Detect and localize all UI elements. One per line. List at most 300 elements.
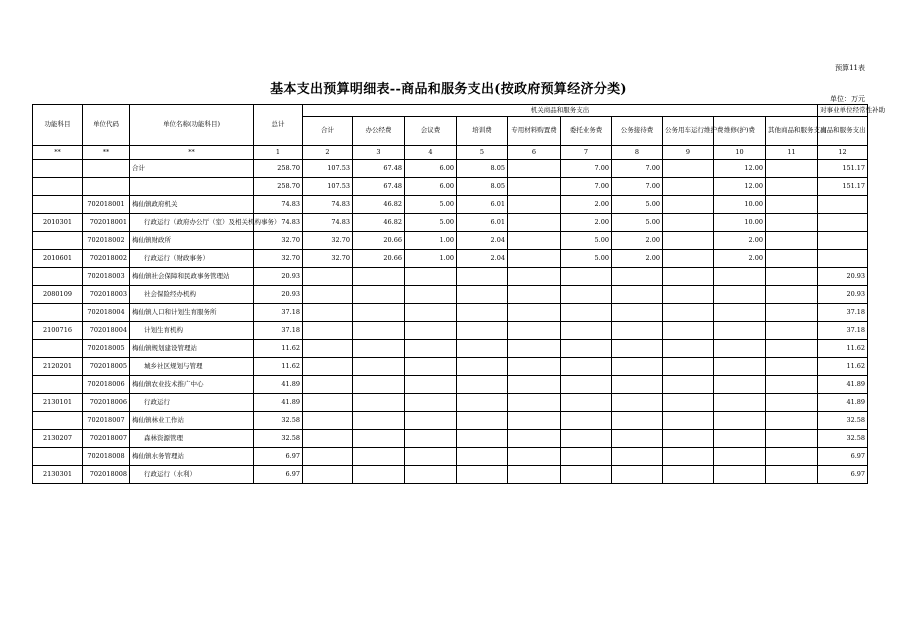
func-subject-cell: 2010301 <box>33 214 83 232</box>
value-cell <box>663 430 714 448</box>
unit-code-cell: 702018005 <box>83 358 130 376</box>
value-cell: 20.93 <box>818 268 868 286</box>
total-cell: 6.97 <box>254 466 303 484</box>
unit-label: 单位：万元 <box>830 95 865 103</box>
value-cell <box>766 214 818 232</box>
value-cell <box>508 304 561 322</box>
table-row <box>33 232 868 250</box>
unit-name-cell: 梅仙镇财政所 <box>130 232 254 250</box>
unit-name-cell: 梅仙镇社会保障和民政事务管理站 <box>130 268 254 286</box>
value-cell <box>714 358 766 376</box>
unit-name-cell: 行政运行 <box>130 394 254 412</box>
value-cell: 2.00 <box>714 250 766 268</box>
value-cell: 2.00 <box>561 214 612 232</box>
value-cell: 11.62 <box>818 340 868 358</box>
value-cell <box>303 322 353 340</box>
unit-code-cell: 702018003 <box>83 268 130 286</box>
table-row <box>33 340 868 358</box>
value-cell <box>766 376 818 394</box>
value-cell: 20.93 <box>818 286 868 304</box>
unit-name-cell: 梅仙镇林业工作站 <box>130 412 254 430</box>
budget-table <box>32 104 886 484</box>
total-cell: 20.93 <box>254 286 303 304</box>
header-mark: ** <box>130 146 254 160</box>
header-col-label: 专用材料购置费 <box>508 117 561 146</box>
unit-code-cell: 702018006 <box>83 376 130 394</box>
value-cell: 5.00 <box>612 214 663 232</box>
value-cell <box>508 268 561 286</box>
value-cell <box>663 340 714 358</box>
total-cell: 258.70 <box>254 178 303 196</box>
unit-name-cell: 梅仙镇规划建设管理站 <box>130 340 254 358</box>
value-cell <box>353 304 405 322</box>
value-cell <box>766 394 818 412</box>
value-cell: 151.17 <box>818 160 868 178</box>
value-cell <box>561 430 612 448</box>
table-row <box>33 394 868 412</box>
value-cell <box>663 412 714 430</box>
value-cell <box>353 286 405 304</box>
value-cell <box>714 322 766 340</box>
value-cell <box>561 322 612 340</box>
value-cell <box>714 394 766 412</box>
total-cell: 6.97 <box>254 448 303 466</box>
header-mark: ** <box>83 146 130 160</box>
value-cell: 5.00 <box>405 214 457 232</box>
table-row <box>33 448 868 466</box>
value-cell: 8.05 <box>457 178 508 196</box>
total-cell: 41.89 <box>254 394 303 412</box>
value-cell <box>663 160 714 178</box>
unit-name-cell: 梅仙镇人口和计划生育服务所 <box>130 304 254 322</box>
value-cell <box>766 232 818 250</box>
value-cell <box>612 394 663 412</box>
value-cell <box>561 394 612 412</box>
table-row <box>33 430 868 448</box>
table-row <box>33 304 868 322</box>
value-cell: 5.00 <box>561 250 612 268</box>
value-cell <box>561 448 612 466</box>
value-cell: 2.00 <box>612 232 663 250</box>
func-subject-cell: 2130207 <box>33 430 83 448</box>
value-cell <box>766 358 818 376</box>
header-group-main: 机关商品和服务支出 <box>303 105 818 117</box>
value-cell <box>405 412 457 430</box>
value-cell <box>612 286 663 304</box>
value-cell <box>766 286 818 304</box>
total-cell: 41.89 <box>254 376 303 394</box>
unit-code-cell: 702018001 <box>83 214 130 232</box>
table-row <box>33 376 868 394</box>
value-cell: 6.01 <box>457 214 508 232</box>
unit-code-cell: 702018007 <box>83 430 130 448</box>
value-cell <box>405 304 457 322</box>
value-cell <box>303 304 353 322</box>
value-cell: 5.00 <box>612 196 663 214</box>
value-cell <box>663 466 714 484</box>
table-row <box>33 286 868 304</box>
func-subject-cell <box>33 178 83 196</box>
value-cell <box>663 394 714 412</box>
value-cell <box>457 322 508 340</box>
value-cell <box>353 412 405 430</box>
value-cell <box>663 286 714 304</box>
unit-name-cell: 城乡社区规划与管理 <box>130 358 254 376</box>
unit-code-cell: 702018003 <box>83 286 130 304</box>
table-row <box>33 178 868 196</box>
unit-code-cell: 702018008 <box>83 448 130 466</box>
table-row <box>33 358 868 376</box>
unit-code-cell: 702018001 <box>83 196 130 214</box>
value-cell <box>714 430 766 448</box>
header-col-label: 公务用车运行维护费 <box>663 117 714 146</box>
value-cell: 7.00 <box>612 178 663 196</box>
value-cell: 6.97 <box>818 448 868 466</box>
value-cell <box>766 178 818 196</box>
unit-code-cell: 702018002 <box>83 250 130 268</box>
value-cell: 10.00 <box>714 196 766 214</box>
value-cell <box>561 358 612 376</box>
func-subject-cell <box>33 268 83 286</box>
value-cell: 7.00 <box>561 178 612 196</box>
value-cell <box>818 250 868 268</box>
header-col-number: 6 <box>508 146 561 160</box>
unit-name-cell: 梅仙镇农业技术推广中心 <box>130 376 254 394</box>
value-cell: 41.89 <box>818 376 868 394</box>
header-col-label: 公务接待费 <box>612 117 663 146</box>
value-cell: 41.89 <box>818 394 868 412</box>
value-cell <box>405 466 457 484</box>
value-cell <box>766 340 818 358</box>
value-cell: 151.17 <box>818 178 868 196</box>
value-cell <box>508 196 561 214</box>
value-cell: 32.70 <box>303 232 353 250</box>
value-cell: 6.00 <box>405 160 457 178</box>
total-cell: 258.70 <box>254 160 303 178</box>
value-cell <box>508 160 561 178</box>
value-cell <box>714 466 766 484</box>
value-cell: 67.48 <box>353 160 405 178</box>
value-cell <box>561 286 612 304</box>
value-cell <box>766 160 818 178</box>
total-cell: 32.70 <box>254 232 303 250</box>
value-cell <box>714 286 766 304</box>
value-cell <box>508 322 561 340</box>
value-cell <box>405 448 457 466</box>
value-cell <box>561 376 612 394</box>
table-row <box>33 268 868 286</box>
unit-name-cell: 计划生育机构 <box>130 322 254 340</box>
value-cell <box>353 466 405 484</box>
unit-code-cell <box>83 178 130 196</box>
value-cell <box>561 304 612 322</box>
table-row <box>33 250 868 268</box>
value-cell <box>508 178 561 196</box>
value-cell <box>663 268 714 286</box>
value-cell <box>353 448 405 466</box>
unit-name-cell: 森林资源管理 <box>130 430 254 448</box>
value-cell <box>561 340 612 358</box>
unit-name-cell: 行政运行（财政事务） <box>130 250 254 268</box>
func-subject-cell <box>33 196 83 214</box>
value-cell <box>663 448 714 466</box>
value-cell <box>303 448 353 466</box>
header-mark: ** <box>33 146 83 160</box>
value-cell <box>714 376 766 394</box>
value-cell <box>508 394 561 412</box>
value-cell <box>714 304 766 322</box>
value-cell: 7.00 <box>612 160 663 178</box>
unit-name-cell: 行政运行（政府办公厅（室）及相关机构事务） <box>130 214 254 232</box>
value-cell <box>457 340 508 358</box>
value-cell <box>612 448 663 466</box>
value-cell: 5.00 <box>405 196 457 214</box>
value-cell <box>508 250 561 268</box>
value-cell <box>508 430 561 448</box>
value-cell <box>612 304 663 322</box>
value-cell <box>405 340 457 358</box>
func-subject-cell <box>33 160 83 178</box>
value-cell <box>303 286 353 304</box>
header-func-subject: 功能科目 <box>33 105 83 146</box>
unit-code-cell: 702018004 <box>83 322 130 340</box>
value-cell <box>457 268 508 286</box>
func-subject-cell <box>33 448 83 466</box>
func-subject-cell <box>33 304 83 322</box>
value-cell <box>353 394 405 412</box>
value-cell: 2.00 <box>561 196 612 214</box>
func-subject-cell: 2100716 <box>33 322 83 340</box>
func-subject-cell <box>33 232 83 250</box>
value-cell <box>663 232 714 250</box>
value-cell <box>714 448 766 466</box>
value-cell <box>353 340 405 358</box>
header-unit-code: 单位代码 <box>83 105 130 146</box>
table-row <box>33 322 868 340</box>
func-subject-cell: 2080109 <box>33 286 83 304</box>
value-cell <box>303 268 353 286</box>
value-cell <box>457 394 508 412</box>
value-cell <box>353 376 405 394</box>
header-subsidy-label: 商品和服务支出 <box>818 117 868 146</box>
value-cell <box>663 376 714 394</box>
header-col-number: 1 <box>254 146 303 160</box>
unit-code-cell <box>83 160 130 178</box>
value-cell <box>612 466 663 484</box>
value-cell <box>405 358 457 376</box>
header-col-label: 维修(护)费 <box>714 117 766 146</box>
value-cell <box>663 178 714 196</box>
total-cell: 32.70 <box>254 250 303 268</box>
unit-code-cell: 702018004 <box>83 304 130 322</box>
value-cell <box>457 466 508 484</box>
table-row <box>33 214 868 232</box>
value-cell <box>508 466 561 484</box>
value-cell <box>818 196 868 214</box>
value-cell: 2.04 <box>457 250 508 268</box>
value-cell: 74.83 <box>303 214 353 232</box>
value-cell <box>663 358 714 376</box>
unit-name-cell: 行政运行（水利） <box>130 466 254 484</box>
value-cell <box>766 304 818 322</box>
value-cell: 6.00 <box>405 178 457 196</box>
func-subject-cell <box>33 376 83 394</box>
table-row <box>33 196 868 214</box>
unit-name-cell <box>130 178 254 196</box>
value-cell <box>612 340 663 358</box>
value-cell <box>508 232 561 250</box>
value-cell <box>457 430 508 448</box>
value-cell: 32.58 <box>818 430 868 448</box>
unit-name-cell: 梅仙镇政府机关 <box>130 196 254 214</box>
value-cell <box>663 196 714 214</box>
value-cell <box>508 448 561 466</box>
func-subject-cell <box>33 412 83 430</box>
value-cell <box>561 466 612 484</box>
value-cell <box>508 340 561 358</box>
header-col-number: 3 <box>353 146 405 160</box>
value-cell: 20.66 <box>353 250 405 268</box>
value-cell: 12.00 <box>714 178 766 196</box>
header-row-numbers <box>33 146 868 160</box>
header-col-number: 11 <box>766 146 818 160</box>
value-cell <box>457 412 508 430</box>
header-col-label: 合计 <box>303 117 353 146</box>
value-cell: 2.04 <box>457 232 508 250</box>
value-cell: 12.00 <box>714 160 766 178</box>
value-cell <box>405 430 457 448</box>
total-cell: 37.18 <box>254 322 303 340</box>
value-cell: 10.00 <box>714 214 766 232</box>
value-cell: 2.00 <box>612 250 663 268</box>
total-cell: 74.83 <box>254 214 303 232</box>
value-cell: 32.58 <box>818 412 868 430</box>
value-cell: 32.70 <box>303 250 353 268</box>
value-cell <box>508 412 561 430</box>
unit-code-cell: 702018005 <box>83 340 130 358</box>
header-col-number: 12 <box>818 146 868 160</box>
value-cell <box>766 448 818 466</box>
value-cell <box>561 412 612 430</box>
func-subject-cell: 2130301 <box>33 466 83 484</box>
value-cell <box>612 430 663 448</box>
value-cell <box>508 376 561 394</box>
value-cell: 107.53 <box>303 160 353 178</box>
header-col-label: 办公经费 <box>353 117 405 146</box>
value-cell: 1.00 <box>405 232 457 250</box>
value-cell <box>303 376 353 394</box>
page-tag: 预算11表 <box>835 64 865 72</box>
value-cell <box>663 322 714 340</box>
value-cell <box>457 358 508 376</box>
value-cell <box>766 322 818 340</box>
header-col-number: 5 <box>457 146 508 160</box>
total-cell: 32.58 <box>254 430 303 448</box>
header-col-label: 会议费 <box>405 117 457 146</box>
unit-code-cell: 702018006 <box>83 394 130 412</box>
value-cell <box>714 412 766 430</box>
value-cell <box>457 286 508 304</box>
value-cell <box>766 196 818 214</box>
total-cell: 32.58 <box>254 412 303 430</box>
value-cell: 8.05 <box>457 160 508 178</box>
value-cell <box>303 412 353 430</box>
value-cell <box>714 268 766 286</box>
value-cell <box>303 466 353 484</box>
value-cell <box>561 268 612 286</box>
value-cell <box>766 412 818 430</box>
value-cell: 11.62 <box>818 358 868 376</box>
value-cell <box>612 322 663 340</box>
page-title: 基本支出预算明细表--商品和服务支出(按政府预算经济分类) <box>270 82 627 97</box>
header-col-number: 8 <box>612 146 663 160</box>
total-cell: 37.18 <box>254 304 303 322</box>
total-cell: 20.93 <box>254 268 303 286</box>
value-cell: 37.18 <box>818 322 868 340</box>
header-col-number: 4 <box>405 146 457 160</box>
value-cell <box>353 430 405 448</box>
unit-name-cell: 合计 <box>130 160 254 178</box>
value-cell: 6.97 <box>818 466 868 484</box>
value-cell <box>612 268 663 286</box>
value-cell <box>303 430 353 448</box>
func-subject-cell: 2010601 <box>33 250 83 268</box>
value-cell: 46.82 <box>353 214 405 232</box>
value-cell <box>612 358 663 376</box>
unit-name-cell: 梅仙镇水务管理站 <box>130 448 254 466</box>
value-cell <box>457 304 508 322</box>
value-cell <box>405 268 457 286</box>
total-cell: 11.62 <box>254 340 303 358</box>
value-cell <box>612 412 663 430</box>
table-row <box>33 466 868 484</box>
header-col-number: 9 <box>663 146 714 160</box>
value-cell <box>405 322 457 340</box>
unit-name-cell: 社会保险经办机构 <box>130 286 254 304</box>
value-cell <box>508 286 561 304</box>
value-cell <box>353 358 405 376</box>
value-cell: 6.01 <box>457 196 508 214</box>
header-col-number: 7 <box>561 146 612 160</box>
value-cell <box>818 232 868 250</box>
unit-code-cell: 702018008 <box>83 466 130 484</box>
table-row <box>33 412 868 430</box>
unit-code-cell: 702018002 <box>83 232 130 250</box>
total-cell: 74.83 <box>254 196 303 214</box>
func-subject-cell: 2130101 <box>33 394 83 412</box>
value-cell: 20.66 <box>353 232 405 250</box>
value-cell <box>612 376 663 394</box>
value-cell: 7.00 <box>561 160 612 178</box>
value-cell <box>405 376 457 394</box>
header-col-label: 培训费 <box>457 117 508 146</box>
value-cell <box>303 340 353 358</box>
value-cell <box>353 322 405 340</box>
header-total: 总计 <box>254 105 303 146</box>
func-subject-cell <box>33 340 83 358</box>
header-col-label: 委托业务费 <box>561 117 612 146</box>
header-group-subsidy: 对事业单位经常性补助 <box>818 105 868 117</box>
func-subject-cell: 2120201 <box>33 358 83 376</box>
value-cell <box>405 394 457 412</box>
value-cell <box>766 466 818 484</box>
value-cell: 37.18 <box>818 304 868 322</box>
table-row <box>33 160 868 178</box>
value-cell <box>457 376 508 394</box>
value-cell <box>508 358 561 376</box>
value-cell: 2.00 <box>714 232 766 250</box>
unit-code-cell: 702018007 <box>83 412 130 430</box>
